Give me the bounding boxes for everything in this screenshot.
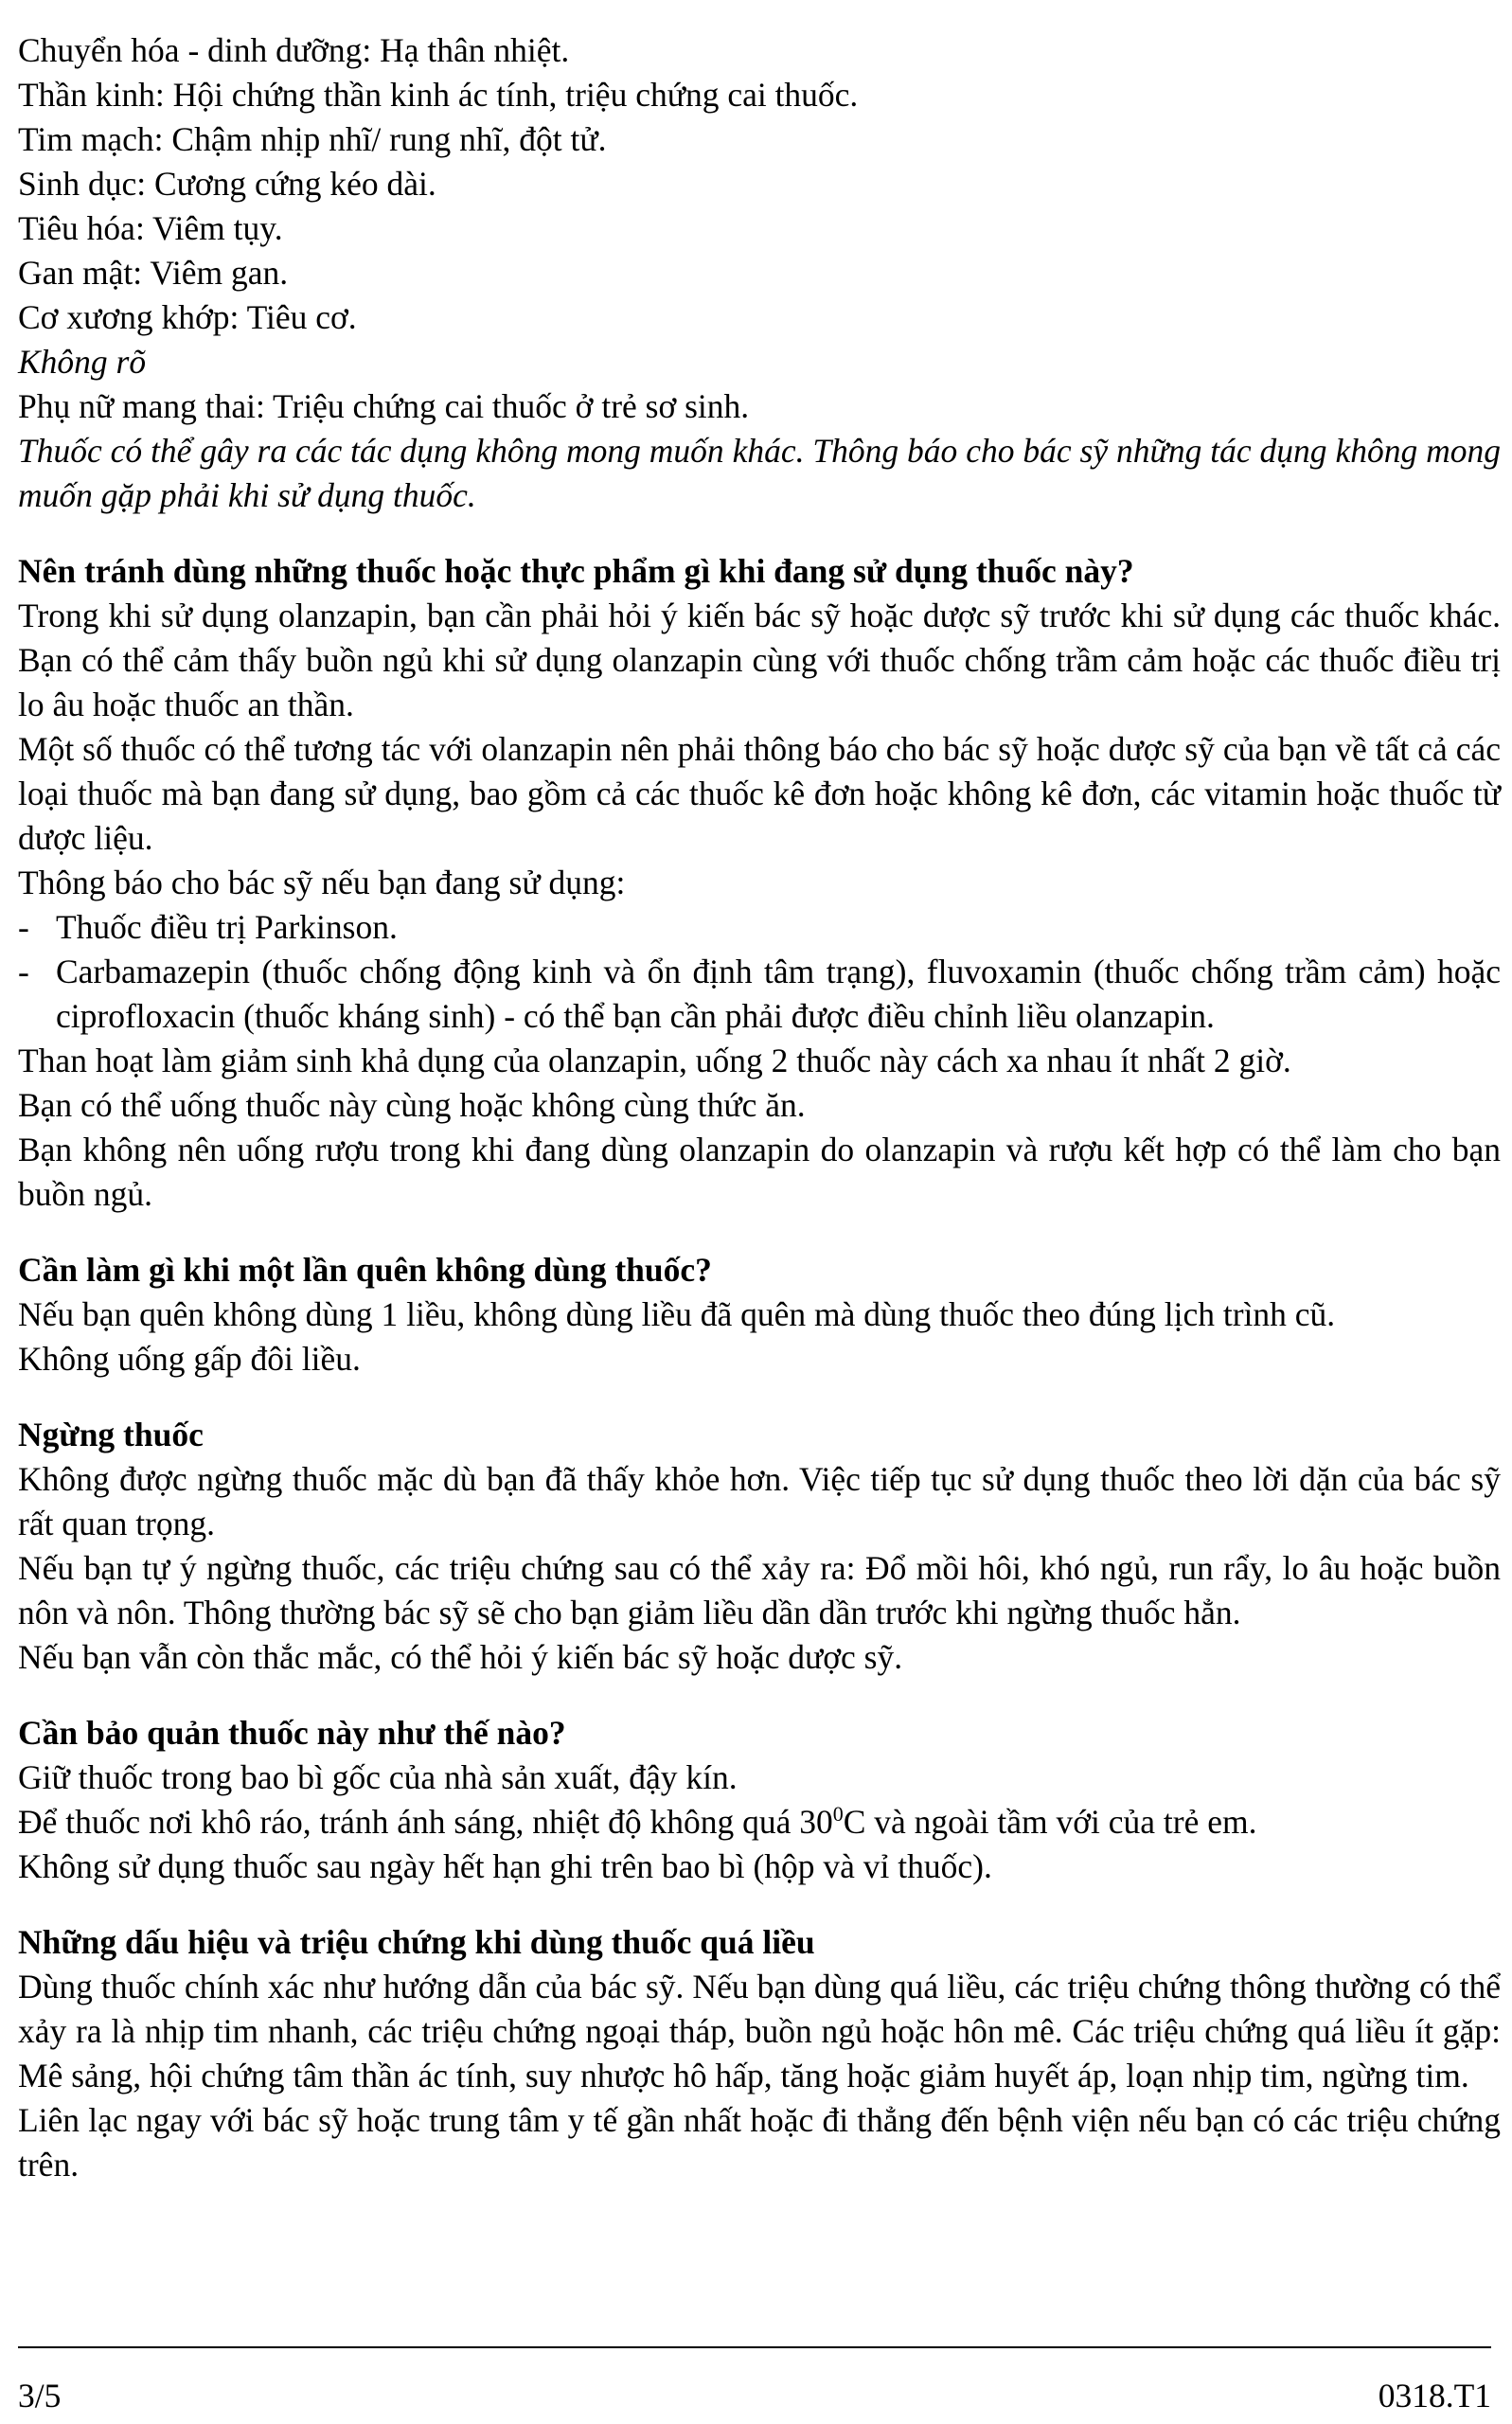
document-code: 0318.T1 (1378, 2377, 1491, 2415)
paragraph (18, 1800, 1501, 1845)
section-heading: Cần làm gì khi một lần quên không dùng thuốc? (18, 1251, 712, 1289)
list-item-text: Thuốc điều trị Parkinson. (56, 908, 398, 946)
paragraph: Không được ngừng thuốc mặc dù bạn đã thấy khỏe hơn. Việc tiếp tục sử dụng thuốc theo lời dặn của bác sỹ rất quan trọng. (18, 1460, 1501, 1542)
degree-superscript: 0 (832, 1802, 844, 1827)
document-page (18, 28, 1501, 2187)
paragraph: Một số thuốc có thể tương tác với olanzapin nên phải thông báo cho bác sỹ hoặc dược sỹ của bạn về tất cả các loại thuốc mà bạn đang sử dụng, bao gồm cả các thuốc kê đơn hoặc không kê đơn, các vitamin hoặc thuốc từ dược liệu. (18, 730, 1501, 857)
text-line: Sinh dục: Cương cứng kéo dài. (18, 165, 436, 203)
side-effect-note: Thuốc có thể gây ra các tác dụng không mong muốn khác. Thông báo cho bác sỹ những tác dụng không mong muốn gặp phải khi sử dụng thuốc. (18, 432, 1501, 514)
text-line: Cơ xương khớp: Tiêu cơ. (18, 298, 357, 336)
storage-temp-text: Để thuốc nơi khô ráo, tránh ánh sáng, nhiệt độ không quá 30 (18, 1803, 833, 1841)
list-item (18, 905, 1501, 950)
section-heading: Nên tránh dùng những thuốc hoặc thực phẩm gì khi đang sử dụng thuốc này? (18, 552, 1134, 590)
paragraph: Bạn có thể uống thuốc này cùng hoặc không cùng thức ăn. (18, 1086, 806, 1124)
paragraph: Không uống gấp đôi liều. (18, 1340, 361, 1378)
paragraph: Trong khi sử dụng olanzapin, bạn cần phải hỏi ý kiến bác sỹ hoặc dược sỹ trước khi sử dụng các thuốc khác. Bạn có thể cảm thấy buồn ngủ khi sử dụng olanzapin cùng với thuốc chống trầm cảm hoặc các thuốc điều trị lo âu hoặc thuốc an thần. (18, 597, 1501, 723)
section-heading: Ngừng thuốc (18, 1416, 204, 1453)
text-line: Chuyển hóa - dinh dưỡng: Hạ thân nhiệt. (18, 31, 570, 69)
footer-divider (18, 2346, 1491, 2348)
text-line: Tim mạch: Chậm nhịp nhĩ/ rung nhĩ, đột tử. (18, 120, 607, 158)
paragraph: Liên lạc ngay với bác sỹ hoặc trung tâm y tế gần nhất hoặc đi thẳng đến bệnh viện nếu bạn có các triệu chứng trên. (18, 2101, 1501, 2183)
section-heading: Cần bảo quản thuốc này như thế nào? (18, 1714, 566, 1752)
page-number: 3/5 (18, 2377, 62, 2415)
list-dash: - (18, 908, 29, 946)
text-line: Thần kinh: Hội chứng thần kinh ác tính, triệu chứng cai thuốc. (18, 76, 859, 114)
paragraph: Bạn không nên uống rượu trong khi đang dùng olanzapin do olanzapin và rượu kết hợp có thể làm cho bạn buồn ngủ. (18, 1131, 1501, 1213)
text-line: Phụ nữ mang thai: Triệu chứng cai thuốc ở trẻ sơ sinh. (18, 387, 750, 425)
list-dash: - (18, 953, 29, 990)
text-line: Gan mật: Viêm gan. (18, 254, 289, 292)
paragraph: Nếu bạn vẫn còn thắc mắc, có thể hỏi ý kiến bác sỹ hoặc dược sỹ. (18, 1638, 903, 1676)
paragraph: Nếu bạn quên không dùng 1 liều, không dùng liều đã quên mà dùng thuốc theo đúng lịch trình cũ. (18, 1295, 1336, 1333)
text-line: Tiêu hóa: Viêm tụy. (18, 209, 283, 247)
section-heading: Những dấu hiệu và triệu chứng khi dùng thuốc quá liều (18, 1923, 815, 1961)
paragraph: Than hoạt làm giảm sinh khả dụng của olanzapin, uống 2 thuốc này cách xa nhau ít nhất 2 giờ. (18, 1042, 1291, 1079)
paragraph: Dùng thuốc chính xác như hướng dẫn của bác sỹ. Nếu bạn dùng quá liều, các triệu chứng thông thường có thể xảy ra là nhịp tim nhanh, các triệu chứng ngoại tháp, buồn ngủ hoặc hôn mê. Các triệu chứng quá liều ít gặp: Mê sảng, hội chứng tâm thần ác tính, suy nhược hô hấp, tăng hoặc giảm huyết áp, loạn nhịp tim, ngừng tim. (18, 1968, 1501, 2094)
paragraph: Giữ thuốc trong bao bì gốc của nhà sản xuất, đậy kín. (18, 1758, 738, 1796)
frequency-label: Không rõ (18, 343, 147, 381)
paragraph: Nếu bạn tự ý ngừng thuốc, các triệu chứng sau có thể xảy ra: Đổ mồi hôi, khó ngủ, run rẩy, lo âu hoặc buồn nôn và nôn. Thông thường bác sỹ sẽ cho bạn giảm liều dần dần trước khi ngừng thuốc hẳn. (18, 1549, 1501, 1631)
paragraph: Thông báo cho bác sỹ nếu bạn đang sử dụng: (18, 864, 626, 901)
list-item-text: Carbamazepin (thuốc chống động kinh và ổn định tâm trạng), fluvoxamin (thuốc chống trầm cảm) hoặc ciprofloxacin (thuốc kháng sinh) - có thể bạn cần phải được điều chỉnh liều olanzapin. (56, 953, 1501, 1035)
storage-temp-text-end: C và ngoài tầm với của trẻ em. (843, 1803, 1257, 1841)
list-item (18, 950, 1501, 1039)
paragraph: Không sử dụng thuốc sau ngày hết hạn ghi trên bao bì (hộp và vỉ thuốc). (18, 1847, 992, 1885)
